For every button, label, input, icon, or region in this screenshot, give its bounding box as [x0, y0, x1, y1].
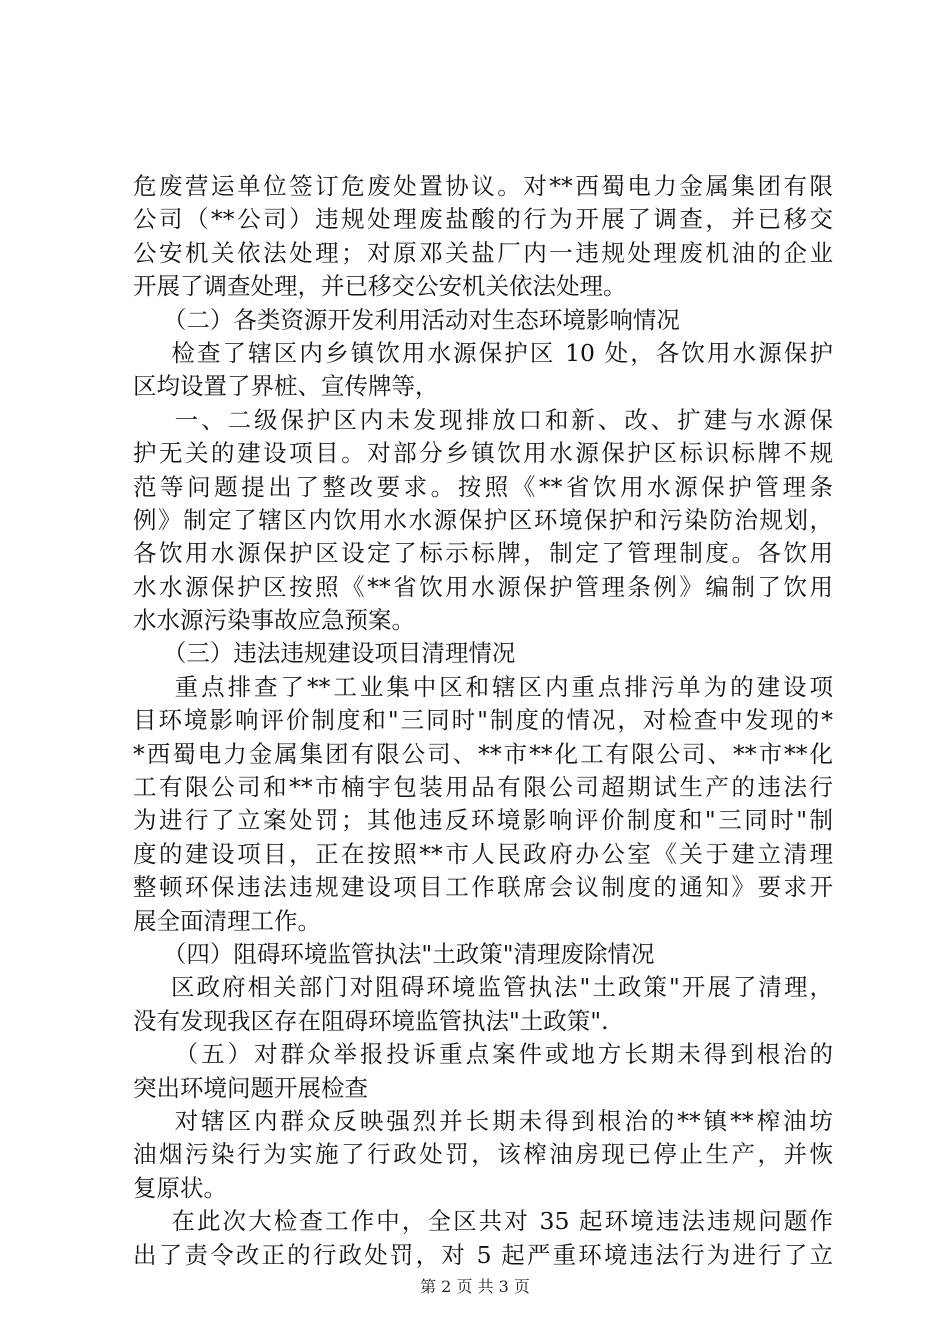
text-line: 出了责令改正的行政处罚，对 5 起严重环境违法行为进行了立	[133, 1240, 833, 1269]
text-line: 一、二级保护区内未发现排放口和新、改、扩建与水源保	[133, 405, 833, 434]
text-line: 在此次大检查工作中，全区共对 35 起环境违法违规问题作	[133, 1207, 833, 1236]
text-line: （四）阻碍环境监管执法"土政策"清理废除情况	[133, 939, 655, 968]
text-line: （三）违法违规建设项目清理情况	[133, 639, 516, 668]
text-line: 没有发现我区存在阻碍环境监管执法"土政策".	[133, 1006, 609, 1035]
text-line: 公安机关依法处理；对原邓关盐厂内一违规处理废机油的企业	[133, 238, 833, 267]
text-line: 目环境影响评价制度和"三同时"制度的情况，对检查中发现的*	[133, 706, 833, 735]
text-line: 水水源保护区按照《**省饮用水源保护管理条例》编制了饮用	[133, 572, 833, 601]
text-line: 为进行了立案处罚；其他违反环境影响评价制度和"三同时"制	[133, 806, 833, 835]
text-line: 开展了调查处理，并已移交公安机关依法处理。	[133, 272, 627, 301]
text-line: 工有限公司和**市楠宇包装用品有限公司超期试生产的违法行	[133, 773, 833, 802]
text-line: 整顿环保违法违规建设项目工作联席会议制度的通知》要求开	[133, 873, 833, 902]
text-line: 各饮用水源保护区设定了标示标牌，制定了管理制度。各饮用	[133, 539, 833, 568]
text-line: 区均设置了界桩、宣传牌等，	[133, 372, 439, 401]
text-line: 重点排查了**工业集中区和辖区内重点排污单为的建设项	[133, 672, 833, 701]
text-line: 区政府相关部门对阻碍环境监管执法"土政策"开展了清理，	[133, 973, 833, 1002]
text-line: 突出环境问题开展检查	[133, 1073, 368, 1102]
text-line: 公司（**公司）违规处理废盐酸的行为开展了调查，并已移交	[133, 205, 833, 234]
text-line: 护无关的建设项目。对部分乡镇饮用水源保护区标识标牌不规	[133, 439, 833, 468]
text-line: 复原状。	[133, 1173, 227, 1202]
text-line: 对辖区内群众反映强烈并长期未得到根治的**镇**榨油坊	[133, 1106, 833, 1135]
text-line: 检查了辖区内乡镇饮用水源保护区 10 处，各饮用水源保护	[133, 338, 833, 367]
text-line: （五）对群众举报投诉重点案件或地方长期未得到根治的	[133, 1040, 833, 1069]
text-line: 水水源污染事故应急预案。	[133, 606, 415, 635]
text-line: 度的建设项目，正在按照**市人民政府办公室《关于建立清理	[133, 839, 833, 868]
page-footer: 第 2 页 共 3 页	[420, 1277, 530, 1296]
document-body	[133, 170, 833, 1272]
text-line: *西蜀电力金属集团有限公司、**市**化工有限公司、**市**化	[133, 739, 833, 768]
text-line: （二）各类资源开发利用活动对生态环境影响情况	[133, 305, 680, 334]
text-line: 范等问题提出了整改要求。按照《**省饮用水源保护管理条	[133, 472, 833, 501]
text-line: 展全面清理工作。	[133, 906, 321, 935]
text-line: 危废营运单位签订危废处置协议。对**西蜀电力金属集团有限	[133, 172, 833, 200]
text-line: 例》制定了辖区内饮用水水源保护区环境保护和污染防治规划，	[133, 505, 833, 534]
text-line: 油烟污染行为实施了行政处罚，该榨油房现已停止生产，并恢	[133, 1140, 833, 1169]
